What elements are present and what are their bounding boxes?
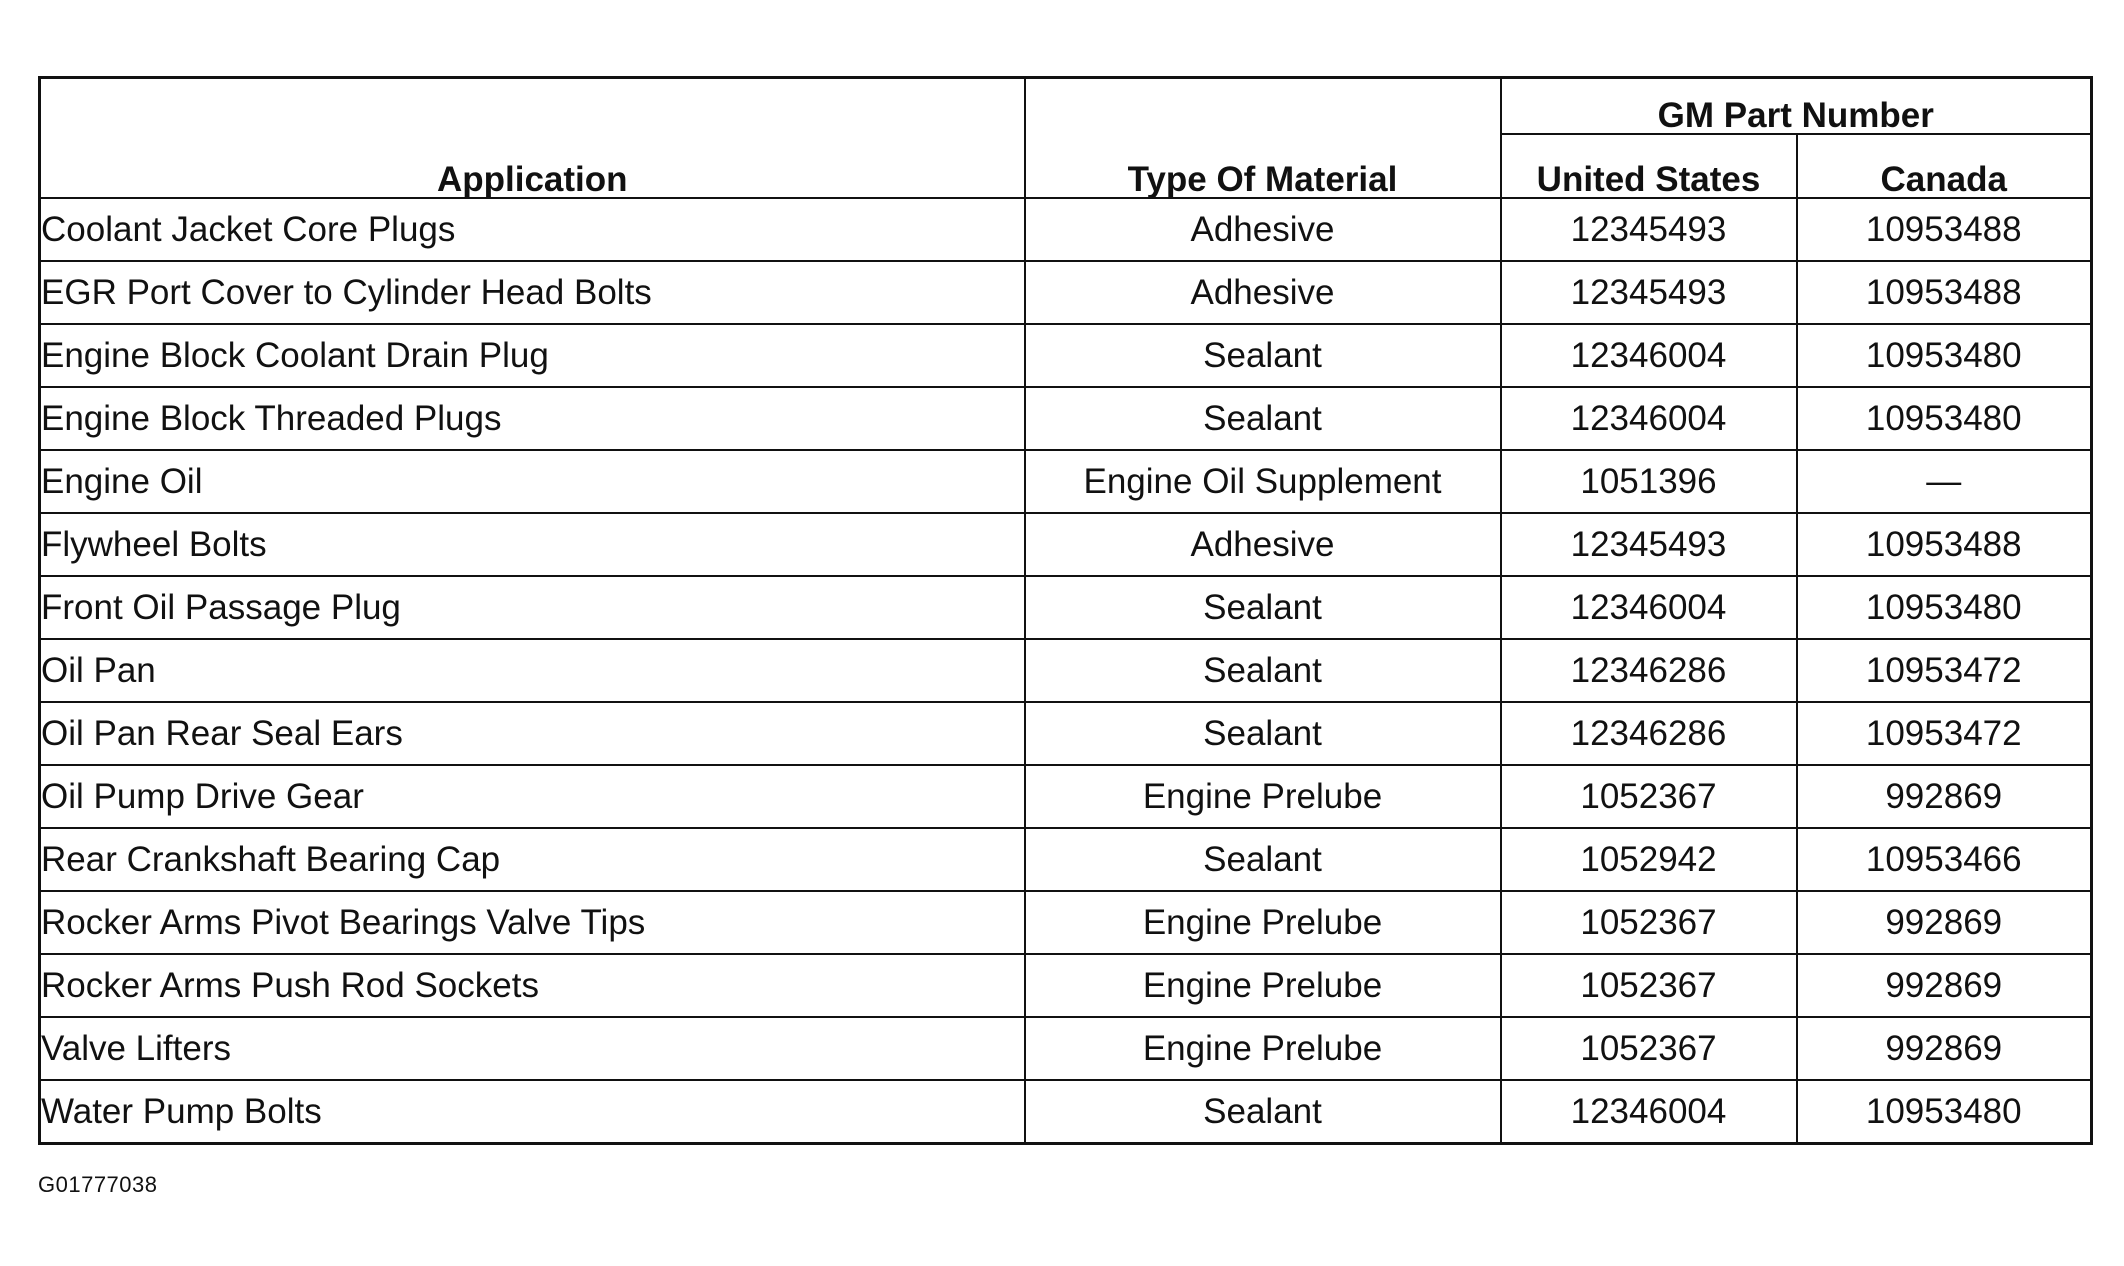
cell-type-of-material: Engine Oil Supplement [1025, 450, 1501, 513]
table-row [40, 954, 2092, 1017]
header-gm-part-number: GM Part Number [1501, 78, 2092, 135]
cell-us-part-number: 12346004 [1501, 1080, 1797, 1144]
cell-us-part-number: 1052367 [1501, 891, 1797, 954]
table-row [40, 576, 2092, 639]
cell-application: Oil Pan Rear Seal Ears [40, 702, 1025, 765]
cell-type-of-material: Engine Prelube [1025, 954, 1501, 1017]
header-type-of-material: Type Of Material [1025, 78, 1501, 199]
cell-application: Flywheel Bolts [40, 513, 1025, 576]
cell-us-part-number: 12346004 [1501, 324, 1797, 387]
cell-canada-part-number: 10953480 [1797, 1080, 2092, 1144]
cell-type-of-material: Sealant [1025, 702, 1501, 765]
table-row [40, 198, 2092, 261]
cell-us-part-number: 12345493 [1501, 513, 1797, 576]
cell-type-of-material: Engine Prelube [1025, 1017, 1501, 1080]
cell-application: Oil Pump Drive Gear [40, 765, 1025, 828]
parts-table [38, 76, 2093, 1145]
cell-us-part-number: 12346286 [1501, 639, 1797, 702]
cell-type-of-material: Sealant [1025, 576, 1501, 639]
cell-application: Engine Block Threaded Plugs [40, 387, 1025, 450]
cell-type-of-material: Engine Prelube [1025, 765, 1501, 828]
cell-type-of-material: Engine Prelube [1025, 891, 1501, 954]
cell-us-part-number: 1051396 [1501, 450, 1797, 513]
cell-type-of-material: Adhesive [1025, 513, 1501, 576]
cell-us-part-number: 1052367 [1501, 1017, 1797, 1080]
cell-application: Water Pump Bolts [40, 1080, 1025, 1144]
cell-application: Coolant Jacket Core Plugs [40, 198, 1025, 261]
header-application: Application [40, 78, 1025, 199]
cell-canada-part-number: 10953472 [1797, 702, 2092, 765]
cell-us-part-number: 12346004 [1501, 387, 1797, 450]
cell-us-part-number: 12346004 [1501, 576, 1797, 639]
cell-canada-part-number: 10953480 [1797, 387, 2092, 450]
cell-canada-part-number: 10953480 [1797, 324, 2092, 387]
cell-application: Rear Crankshaft Bearing Cap [40, 828, 1025, 891]
table-row [40, 1080, 2092, 1144]
header-canada: Canada [1797, 134, 2092, 198]
cell-type-of-material: Sealant [1025, 828, 1501, 891]
cell-canada-part-number: 992869 [1797, 954, 2092, 1017]
cell-application: Rocker Arms Pivot Bearings Valve Tips [40, 891, 1025, 954]
cell-canada-part-number: 10953480 [1797, 576, 2092, 639]
cell-canada-part-number: 10953466 [1797, 828, 2092, 891]
cell-canada-part-number: 10953488 [1797, 261, 2092, 324]
cell-application: Valve Lifters [40, 1017, 1025, 1080]
table-row [40, 261, 2092, 324]
table-row [40, 639, 2092, 702]
table-row [40, 387, 2092, 450]
cell-application: Engine Block Coolant Drain Plug [40, 324, 1025, 387]
cell-type-of-material: Sealant [1025, 639, 1501, 702]
cell-canada-part-number: 992869 [1797, 765, 2092, 828]
table-row [40, 828, 2092, 891]
cell-us-part-number: 1052367 [1501, 765, 1797, 828]
cell-us-part-number: 1052367 [1501, 954, 1797, 1017]
parts-table-container [38, 76, 2090, 1145]
cell-us-part-number: 12345493 [1501, 261, 1797, 324]
cell-application: EGR Port Cover to Cylinder Head Bolts [40, 261, 1025, 324]
cell-application: Engine Oil [40, 450, 1025, 513]
cell-canada-part-number: 10953472 [1797, 639, 2092, 702]
cell-application: Oil Pan [40, 639, 1025, 702]
cell-type-of-material: Adhesive [1025, 261, 1501, 324]
cell-canada-part-number: — [1797, 450, 2092, 513]
cell-us-part-number: 12345493 [1501, 198, 1797, 261]
cell-type-of-material: Sealant [1025, 1080, 1501, 1144]
cell-application: Front Oil Passage Plug [40, 576, 1025, 639]
cell-us-part-number: 12346286 [1501, 702, 1797, 765]
table-row [40, 765, 2092, 828]
header-united-states: United States [1501, 134, 1797, 198]
table-header [40, 78, 2092, 199]
table-row [40, 324, 2092, 387]
cell-type-of-material: Sealant [1025, 324, 1501, 387]
cell-type-of-material: Adhesive [1025, 198, 1501, 261]
cell-us-part-number: 1052942 [1501, 828, 1797, 891]
table-row [40, 702, 2092, 765]
cell-canada-part-number: 10953488 [1797, 513, 2092, 576]
table-body [40, 198, 2092, 1144]
figure-id: G01777038 [38, 1172, 158, 1197]
table-row [40, 450, 2092, 513]
table-row [40, 1017, 2092, 1080]
cell-canada-part-number: 10953488 [1797, 198, 2092, 261]
cell-type-of-material: Sealant [1025, 387, 1501, 450]
cell-canada-part-number: 992869 [1797, 891, 2092, 954]
cell-application: Rocker Arms Push Rod Sockets [40, 954, 1025, 1017]
cell-canada-part-number: 992869 [1797, 1017, 2092, 1080]
table-row [40, 891, 2092, 954]
table-row [40, 513, 2092, 576]
